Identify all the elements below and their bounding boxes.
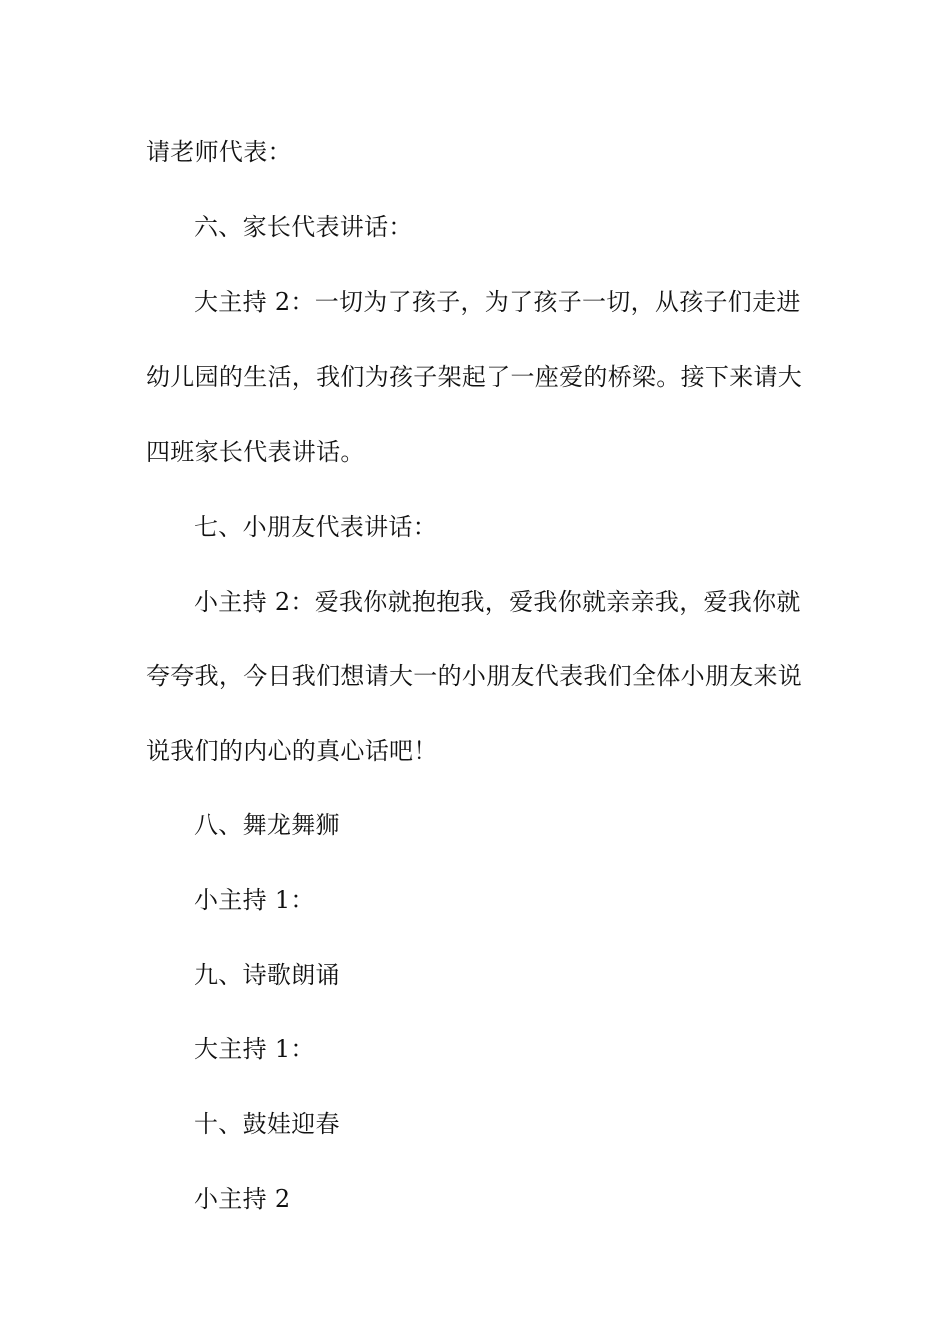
text-line: 小主持 2：爱我你就抱抱我，爱我你就亲亲我，爱我你就 (194, 588, 801, 616)
section-heading: 九、诗歌朗诵 (194, 961, 340, 989)
section-heading: 七、小朋友代表讲话： (194, 513, 437, 541)
text-line: 小主持 2 (194, 1185, 291, 1213)
text-line: 夸夸我，今日我们想请大一的小朋友代表我们全体小朋友来说 (146, 662, 803, 690)
text-line: 小主持 1： (194, 886, 315, 914)
section-heading: 十、鼓娃迎春 (194, 1110, 340, 1138)
section-heading: 六、家长代表讲话： (194, 213, 413, 241)
text-line: 大主持 1： (194, 1035, 315, 1063)
text-line: 四班家长代表讲话。 (146, 438, 365, 466)
section-heading: 八、舞龙舞狮 (194, 811, 340, 839)
text-line: 大主持 2：一切为了孩子，为了孩子一切，从孩子们走进 (194, 288, 801, 316)
text-line: 幼儿园的生活，我们为孩子架起了一座爱的桥梁。接下来请大 (146, 363, 803, 391)
text-line: 说我们的内心的真心话吧！ (146, 737, 438, 765)
text-line: 请老师代表： (146, 138, 292, 166)
